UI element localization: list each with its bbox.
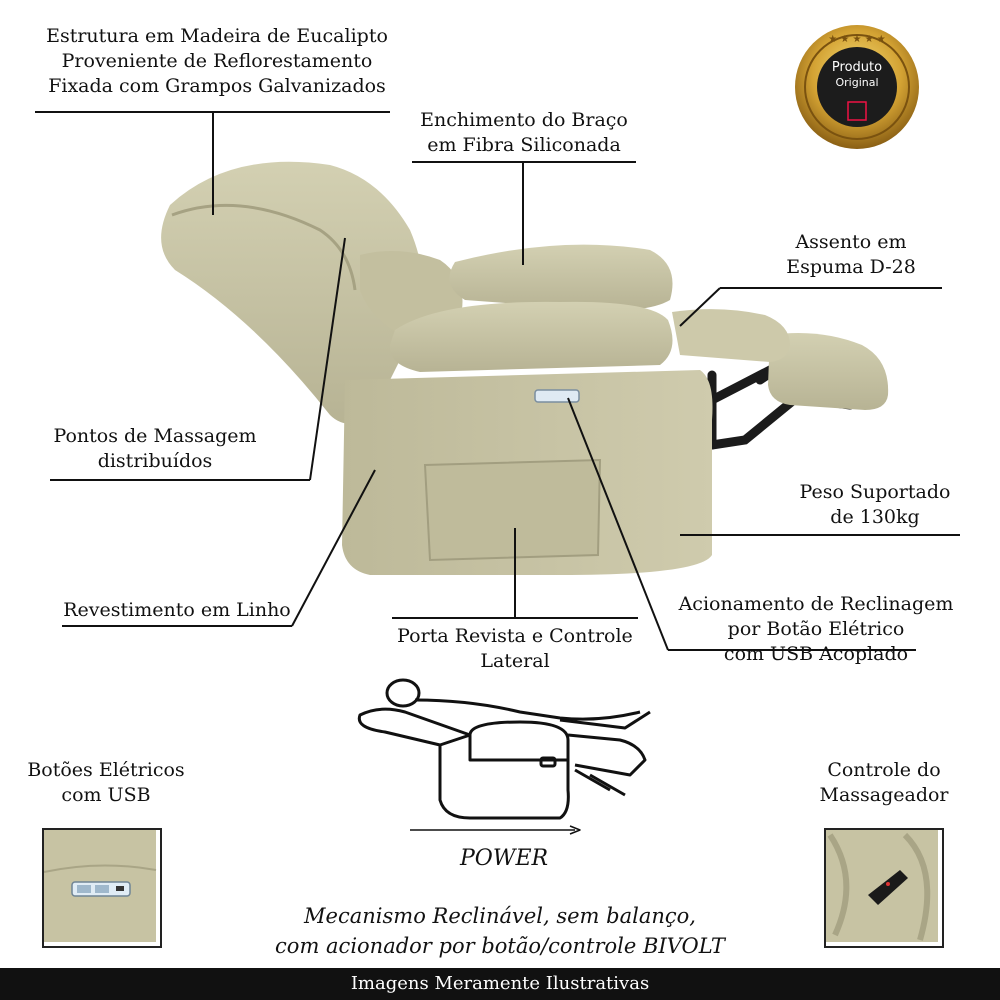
massage-control-thumbnail bbox=[824, 828, 944, 948]
label-acionamento: Acionamento de Reclinagem por Botão Elétrico com USB Acoplado bbox=[678, 593, 954, 665]
original-product-seal bbox=[792, 22, 922, 152]
mechanism-line-2: com acionador por botão/controle BIVOLT bbox=[275, 934, 725, 958]
power-caption: POWER bbox=[460, 846, 549, 871]
recliner-chair bbox=[161, 162, 888, 575]
seal-line-1: Produto bbox=[831, 60, 883, 75]
far-armrest bbox=[449, 245, 672, 311]
label-revestimento: Revestimento em Linho bbox=[63, 599, 291, 621]
usb-button bbox=[535, 390, 579, 402]
label-enchimento: Enchimento do Braço em Fibra Siliconada bbox=[420, 109, 628, 156]
footer-disclaimer: Imagens Meramente Ilustrativas bbox=[0, 968, 1000, 1000]
label-botoes-eletricos: Botões Elétricos com USB bbox=[27, 759, 185, 806]
usb-buttons-thumbnail bbox=[42, 828, 162, 948]
recline-diagram bbox=[359, 680, 650, 834]
seal-line-2: Original bbox=[835, 76, 879, 89]
label-pontos-massagem: Pontos de Massagem distribuídos bbox=[53, 425, 257, 472]
label-controle-massageador: Controle do Massageador bbox=[819, 759, 949, 806]
svg-text:★ ★ ★ ★ ★: ★ ★ ★ ★ ★ bbox=[828, 34, 886, 45]
label-assento: Assento em Espuma D-28 bbox=[786, 231, 916, 278]
label-porta-revista: Porta Revista e Controle Lateral bbox=[397, 625, 633, 672]
mechanism-line-1: Mecanismo Reclinável, sem balanço, bbox=[304, 904, 696, 928]
magazine-pocket bbox=[425, 460, 600, 560]
label-estrutura: Estrutura em Madeira de Eucalipto Proveniente de Reflorestamento Fixada com Grampos Galvanizados bbox=[46, 25, 388, 97]
label-peso: Peso Suportado de 130kg bbox=[799, 481, 951, 528]
